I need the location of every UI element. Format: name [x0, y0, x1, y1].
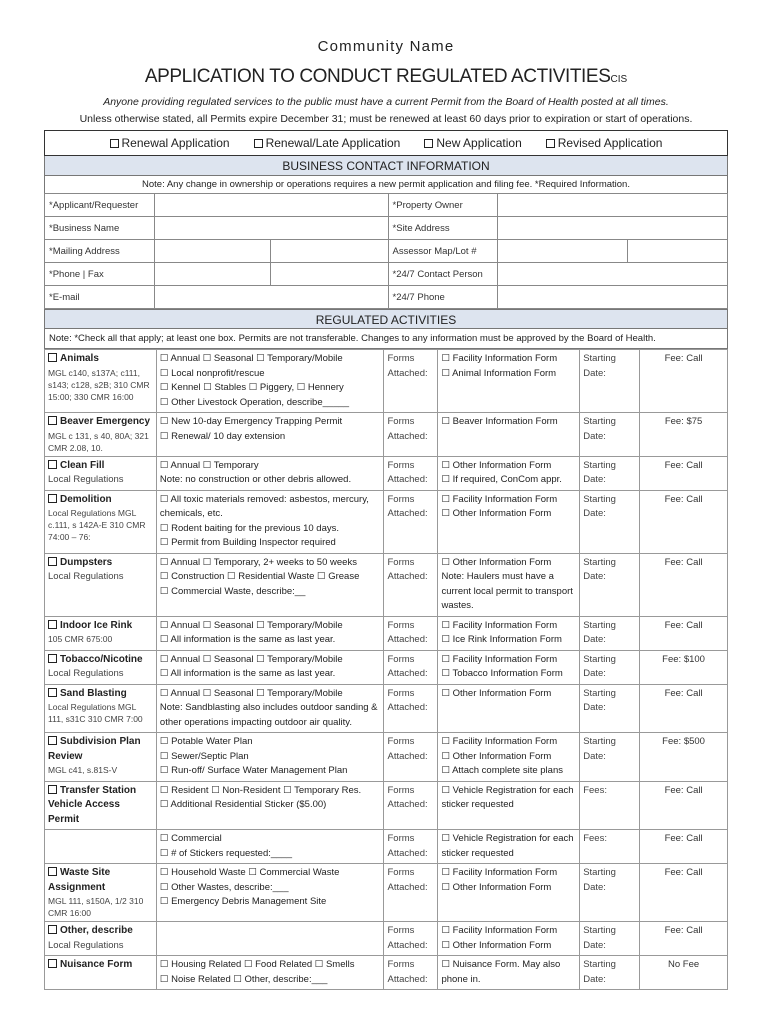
starting-date-field[interactable]: Starting Date: — [580, 733, 640, 782]
attached-forms — [438, 922, 580, 956]
contact-field-label: *E-mail — [45, 286, 155, 309]
requirement-option[interactable]: ☐ Annual ☐ Seasonal ☐ Temporary/Mobile — [159, 353, 343, 364]
activity-requirements — [156, 864, 384, 922]
contact-field-label: *Phone | Fax — [45, 263, 155, 286]
fee-cell: Fee: $500 — [640, 733, 728, 782]
activity-category — [45, 922, 157, 956]
form-option[interactable]: ☐ Other Information Form — [441, 687, 552, 699]
requirement-option[interactable]: ☐ Commercial — [159, 833, 222, 844]
regulated-activities-note: Note: *Check all that apply; at least one box. Permits are not transferable. Changes to any information must be approved by the Board of Health. — [44, 329, 728, 349]
attached-forms — [438, 616, 580, 650]
attached-forms — [438, 830, 580, 864]
form-title-text: APPLICATION TO CONDUCT REGULATED ACTIVITIES — [144, 66, 611, 87]
attached-forms — [438, 650, 580, 684]
requirement-option[interactable]: ☐ All toxic materials removed: asbestos, mercury, chemicals, etc. — [159, 493, 369, 519]
attached-forms — [438, 413, 580, 457]
activity-requirements — [156, 350, 384, 413]
contact-row — [45, 240, 728, 263]
contact-field-input[interactable] — [154, 194, 388, 217]
activity-category — [45, 650, 157, 684]
activity-name[interactable] — [48, 556, 153, 571]
forms-attached-label: Forms Attached: — [384, 922, 438, 956]
checkbox-icon[interactable] — [48, 959, 57, 968]
business-contact-heading: BUSINESS CONTACT INFORMATION — [44, 156, 728, 176]
fee-cell: Fee: Call — [640, 616, 728, 650]
contact-row — [45, 217, 728, 240]
activity-regulation: Local Regulations — [48, 939, 124, 951]
forms-attached-label: Forms Attached: — [384, 684, 438, 733]
requirement-option[interactable]: ☐ Annual ☐ Temporary — [159, 459, 259, 471]
checkbox-icon[interactable] — [254, 139, 263, 148]
form-option[interactable]: ☐ Animal Information Form — [441, 367, 557, 379]
requirement-option[interactable]: ☐ Other Wastes, describe:___ — [159, 881, 289, 893]
checkbox-icon[interactable] — [48, 925, 57, 934]
contact-field-input[interactable] — [498, 240, 628, 263]
forms-attached-label: Forms Attached: — [384, 864, 438, 922]
activity-name[interactable] — [48, 415, 153, 430]
form-option[interactable]: Note: Haulers must have a current local permit to transport wastes. — [441, 571, 573, 611]
activity-row — [45, 350, 728, 413]
contact-field-input[interactable] — [498, 194, 728, 217]
activity-row — [45, 684, 728, 733]
business-contact-table — [44, 193, 728, 309]
activity-regulation: MGL c41, s.81S-V — [48, 765, 118, 775]
forms-attached-label: Forms Attached: — [384, 490, 438, 553]
contact-field-label: Assessor Map/Lot # — [388, 240, 498, 263]
requirement-option[interactable]: ☐ Renewal/ 10 day extension — [159, 430, 286, 442]
attached-forms — [438, 553, 580, 616]
activity-name[interactable] — [48, 459, 153, 474]
form-option[interactable]: ☐ Ice Rink Information Form — [441, 634, 562, 645]
requirement-option[interactable]: ☐ All information is the same as last year. — [159, 668, 336, 679]
requirement-option[interactable]: ☐ New 10-day Emergency Trapping Permit — [159, 416, 343, 427]
attached-forms — [438, 864, 580, 922]
activity-name[interactable] — [48, 619, 153, 634]
requirement-option[interactable]: ☐ Sewer/Septic Plan — [159, 750, 249, 762]
checkbox-icon[interactable] — [48, 557, 57, 566]
requirement-option[interactable]: ☐ All information is the same as last year. — [159, 634, 336, 645]
fee-cell: Fee: Call — [640, 350, 728, 413]
form-option[interactable]: ☐ Other Information Form — [441, 508, 552, 519]
starting-date-field[interactable]: Starting Date: — [580, 684, 640, 733]
checkbox-icon[interactable] — [48, 494, 57, 503]
activity-requirements — [156, 650, 384, 684]
contact-field-label: *Site Address — [388, 217, 498, 240]
contact-field-label: *Property Owner — [388, 194, 498, 217]
activity-name-label: Beaver Emergency — [60, 416, 151, 427]
activity-name-label: Other, describe — [60, 925, 133, 936]
activity-requirements — [156, 553, 384, 616]
form-option[interactable]: ☐ Facility Information Form — [441, 925, 558, 936]
activity-name[interactable] — [48, 784, 153, 828]
application-type-group — [44, 130, 728, 156]
checkbox-icon[interactable] — [48, 416, 57, 425]
contact-row — [45, 263, 728, 286]
activity-row — [45, 733, 728, 782]
fee-cell: No Fee — [640, 956, 728, 990]
fee-cell: Fee: Call — [640, 922, 728, 956]
fee-cell: Fee: Call — [640, 830, 728, 864]
contact-field-input[interactable] — [628, 240, 728, 263]
activity-name-label: Sand Blasting — [60, 687, 127, 699]
activity-row — [45, 864, 728, 922]
activity-regulation: Local Regulations MGL 111, s31C 310 CMR 7:00 — [48, 702, 143, 724]
attached-forms — [438, 456, 580, 490]
activity-name[interactable] — [48, 687, 153, 702]
activity-name-label: Subdivision Plan Review — [48, 736, 141, 762]
renewal-late-application-option[interactable] — [254, 136, 401, 150]
activity-row — [45, 830, 728, 864]
starting-date-field[interactable]: Starting Date: — [580, 650, 640, 684]
requirement-option[interactable]: ☐ Additional Residential Sticker ($5.00) — [159, 799, 327, 810]
forms-attached-label: Forms Attached: — [384, 350, 438, 413]
activity-category — [45, 553, 157, 616]
form-title-sub: CIS — [610, 74, 628, 85]
option-label: Revised Application — [557, 136, 663, 150]
form-option[interactable]: ☐ Tobacco Information Form — [441, 668, 563, 679]
option-label: New Application — [436, 136, 522, 150]
forms-attached-label: Forms Attached: — [384, 413, 438, 457]
activity-row — [45, 650, 728, 684]
requirement-option[interactable]: ☐ Rodent baiting for the previous 10 days. — [159, 522, 340, 534]
checkbox-icon[interactable] — [48, 688, 57, 697]
activity-category — [45, 350, 157, 413]
activity-row — [45, 553, 728, 616]
form-option[interactable]: ☐ Vehicle Registration for each sticker requested — [441, 784, 574, 810]
activity-row — [45, 490, 728, 553]
activity-requirements — [156, 684, 384, 733]
requirement-option[interactable]: ☐ Resident ☐ Non-Resident ☐ Temporary Res. — [159, 784, 362, 796]
fee-cell: Fee: $75 — [640, 413, 728, 457]
requirement-option[interactable]: ☐ Household Waste ☐ Commercial Waste — [159, 867, 340, 878]
activity-category — [45, 490, 157, 553]
contact-field-input[interactable] — [498, 217, 728, 240]
contact-field-label: *Business Name — [45, 217, 155, 240]
option-label: Renewal/Late Application — [265, 136, 401, 150]
activity-regulation: Local Regulations MGL c.111, s 142A-E 310 CMR 74:00 – 76: — [48, 508, 146, 542]
form-option[interactable]: ☐ Facility Information Form — [441, 619, 558, 631]
activity-name-label: Clean Fill — [60, 459, 105, 471]
checkbox-icon[interactable] — [110, 139, 119, 148]
requirement-option[interactable]: ☐ Annual ☐ Temporary, 2+ weeks to 50 weeks — [159, 556, 357, 568]
forms-attached-label: Forms Attached: — [384, 650, 438, 684]
activity-requirements — [156, 456, 384, 490]
form-option[interactable]: ☐ Facility Information Form — [441, 353, 558, 364]
contact-field-label: *Applicant/Requester — [45, 194, 155, 217]
starting-date-field[interactable]: Starting Date: — [580, 456, 640, 490]
activity-category — [45, 684, 157, 733]
activity-requirements — [156, 956, 384, 990]
contact-field-input[interactable] — [154, 263, 270, 286]
starting-date-field[interactable]: Starting Date: — [580, 864, 640, 922]
starting-date-field[interactable]: Starting Date: — [580, 350, 640, 413]
attached-forms — [438, 956, 580, 990]
activity-category — [45, 864, 157, 922]
intro-italic: Anyone providing regulated services to the public must have a current Permit from the Board of Health posted at all times. — [103, 96, 669, 108]
contact-field-input[interactable] — [154, 240, 270, 263]
starting-date-field[interactable]: Starting Date: — [580, 922, 640, 956]
attached-forms — [438, 781, 580, 830]
requirement-option[interactable]: ☐ Run-off/ Surface Water Management Plan — [159, 765, 348, 776]
regulated-activities-table — [44, 349, 728, 990]
contact-field-label: *24/7 Phone — [388, 286, 498, 309]
starting-date-field[interactable]: Fees: — [580, 830, 640, 864]
form-option[interactable]: ☐ Other Information Form — [441, 459, 552, 471]
contact-field-input[interactable] — [498, 263, 728, 286]
form-option[interactable]: ☐ Attach complete site plans — [441, 765, 563, 776]
activity-regulation: MGL c140, s137A; c111, s143; c128, s2B; 310 CMR 15:00; 330 CMR 16:00 — [48, 367, 150, 402]
renewal-application-option[interactable] — [110, 136, 230, 150]
activity-category — [45, 781, 157, 830]
attached-forms — [438, 733, 580, 782]
checkbox-icon[interactable] — [48, 460, 57, 469]
activity-regulation: Local Regulations — [48, 474, 124, 485]
form-option[interactable]: ☐ Other Information Form — [441, 939, 552, 951]
requirement-option[interactable]: ☐ Permit from Building Inspector required — [159, 537, 336, 548]
contact-row — [45, 194, 728, 217]
form-option[interactable]: ☐ Nuisance Form. May also phone in. — [441, 959, 561, 985]
requirement-option[interactable]: ☐ Annual ☐ Seasonal ☐ Temporary/Mobile — [159, 687, 343, 699]
requirement-option[interactable]: ☐ Construction ☐ Residential Waste ☐ Grease — [159, 571, 360, 582]
activity-row — [45, 922, 728, 956]
forms-attached-label: Forms Attached: — [384, 830, 438, 864]
regulated-activities-heading: REGULATED ACTIVITIES — [44, 309, 728, 329]
requirement-option[interactable]: ☐ Noise Related ☐ Other, describe:___ — [159, 973, 328, 985]
requirement-option[interactable]: Note: Sandblasting also includes outdoor sanding & other operations impacting outdoor air quality. — [159, 702, 378, 728]
requirement-option[interactable]: ☐ Housing Related ☐ Food Related ☐ Smells — [159, 959, 355, 970]
requirement-option[interactable]: ☐ Potable Water Plan — [159, 736, 253, 747]
activity-regulation: 105 CMR 675:00 — [48, 634, 113, 644]
activity-name-label: Waste Site Assignment — [48, 867, 111, 893]
fee-cell: Fee: Call — [640, 684, 728, 733]
starting-date-field[interactable]: Starting Date: — [580, 553, 640, 616]
form-option[interactable]: ☐ Facility Information Form — [441, 867, 558, 878]
activity-name-label: Transfer Station Vehicle Access Permit — [48, 784, 137, 825]
contact-field-input[interactable] — [270, 263, 388, 286]
requirement-option[interactable]: ☐ Other Livestock Operation, describe_____ — [159, 396, 350, 408]
requirement-option[interactable]: ☐ Kennel ☐ Stables ☐ Piggery, ☐ Hennery — [159, 382, 344, 393]
activity-name[interactable] — [48, 924, 153, 939]
activity-requirements — [156, 733, 384, 782]
activity-category — [45, 830, 157, 864]
activity-requirements — [156, 616, 384, 650]
activity-requirements — [156, 781, 384, 830]
fee-cell: Fee: Call — [640, 456, 728, 490]
form-option[interactable]: ☐ Facility Information Form — [441, 493, 558, 505]
revised-application-option[interactable] — [546, 136, 663, 150]
fee-cell: Fee: Call — [640, 781, 728, 830]
form-option[interactable]: ☐ If required, ConCom appr. — [441, 474, 562, 485]
contact-field-input[interactable] — [154, 286, 388, 309]
checkbox-icon[interactable] — [48, 620, 57, 629]
checkbox-icon[interactable] — [546, 139, 555, 148]
activity-name-label: Nuisance Form — [60, 959, 133, 970]
activity-category — [45, 456, 157, 490]
activity-row — [45, 413, 728, 457]
activity-name-label: Dumpsters — [60, 556, 113, 568]
form-option[interactable]: ☐ Other Information Form — [441, 881, 552, 893]
contact-field-label: *Mailing Address — [45, 240, 155, 263]
application-form — [44, 34, 728, 990]
activity-name[interactable] — [48, 735, 153, 764]
activity-row — [45, 781, 728, 830]
option-label: Renewal Application — [121, 136, 230, 150]
form-title — [44, 66, 728, 92]
form-option[interactable]: ☐ Facility Information Form — [441, 653, 558, 665]
attached-forms — [438, 684, 580, 733]
activity-requirements — [156, 413, 384, 457]
contact-field-input[interactable] — [498, 286, 728, 309]
forms-attached-label: Forms Attached: — [384, 781, 438, 830]
activity-name[interactable] — [48, 866, 153, 895]
activity-regulation: MGL c 131, s 40, 80A; 321 CMR 2.08, 10. — [48, 430, 149, 453]
activity-category — [45, 413, 157, 457]
forms-attached-label: Forms Attached: — [384, 733, 438, 782]
intro-plain: Unless otherwise stated, all Permits expire December 31; must be renewed at least 60 days prior to expiration or start of operations. — [79, 113, 693, 125]
fee-cell: Fee: $100 — [640, 650, 728, 684]
fee-cell: Fee: Call — [640, 553, 728, 616]
requirement-option[interactable]: ☐ Emergency Debris Management Site — [159, 896, 327, 907]
activity-name[interactable] — [48, 653, 153, 668]
starting-date-field[interactable]: Starting Date: — [580, 413, 640, 457]
activity-name[interactable] — [48, 352, 153, 367]
starting-date-field[interactable]: Starting Date: — [580, 956, 640, 990]
forms-attached-label: Forms Attached: — [384, 956, 438, 990]
activity-row — [45, 456, 728, 490]
starting-date-field[interactable]: Fees: — [580, 781, 640, 830]
form-option[interactable]: ☐ Other Information Form — [441, 556, 552, 568]
requirement-option[interactable]: ☐ Annual ☐ Seasonal ☐ Temporary/Mobile — [159, 653, 343, 665]
forms-attached-label: Forms Attached: — [384, 553, 438, 616]
form-option[interactable]: ☐ Beaver Information Form — [441, 416, 558, 427]
activity-requirements — [156, 922, 384, 956]
fee-cell: Fee: Call — [640, 864, 728, 922]
activity-name-label: Indoor Ice Rink — [60, 619, 133, 631]
community-name: Community Name — [317, 38, 455, 55]
activity-requirements — [156, 490, 384, 553]
starting-date-field[interactable]: Starting Date: — [580, 616, 640, 650]
activity-regulation: MGL 111, s150A, 1/2 310 CMR 16:00 — [48, 896, 144, 918]
attached-forms — [438, 350, 580, 413]
activity-row — [45, 616, 728, 650]
requirement-option[interactable]: ☐ # of Stickers requested:____ — [159, 847, 293, 859]
activity-requirements — [156, 830, 384, 864]
attached-forms — [438, 490, 580, 553]
starting-date-field[interactable]: Starting Date: — [580, 490, 640, 553]
requirement-option[interactable]: ☐ Commercial Waste, describe:__ — [159, 585, 306, 597]
activity-name-label: Animals — [60, 353, 99, 364]
contact-field-label: *24/7 Contact Person — [388, 263, 498, 286]
activity-regulation: Local Regulations — [48, 668, 124, 679]
activity-category — [45, 733, 157, 782]
activity-row — [45, 956, 728, 990]
requirement-option[interactable]: Note: no construction or other debris allowed. — [159, 474, 352, 485]
forms-attached-label: Forms Attached: — [384, 456, 438, 490]
contact-field-input[interactable] — [154, 217, 388, 240]
requirement-option[interactable]: ☐ Annual ☐ Seasonal ☐ Temporary/Mobile — [159, 619, 343, 631]
activity-category — [45, 616, 157, 650]
activity-category — [45, 956, 157, 990]
contact-field-input[interactable] — [270, 240, 388, 263]
fee-cell: Fee: Call — [640, 490, 728, 553]
activity-name[interactable] — [48, 958, 153, 973]
checkbox-icon[interactable] — [48, 654, 57, 663]
activity-name-label: Demolition — [60, 493, 112, 505]
activity-name[interactable] — [48, 493, 153, 508]
checkbox-icon[interactable] — [48, 736, 57, 745]
contact-row — [45, 286, 728, 309]
form-option[interactable]: ☐ Other Information Form — [441, 750, 552, 762]
new-application-option[interactable] — [424, 136, 521, 150]
checkbox-icon[interactable] — [48, 785, 57, 794]
activity-name-label: Tobacco/Nicotine — [60, 653, 143, 665]
requirement-option[interactable]: ☐ Local nonprofit/rescue — [159, 367, 265, 379]
form-option[interactable]: ☐ Vehicle Registration for each sticker requested — [441, 833, 574, 859]
activity-regulation: Local Regulations — [48, 571, 124, 582]
form-option[interactable]: ☐ Facility Information Form — [441, 736, 558, 747]
business-contact-note: Note: Any change in ownership or operations requires a new permit application and filing fee. *Required Information. — [44, 176, 728, 193]
checkbox-icon[interactable] — [48, 353, 57, 362]
checkbox-icon[interactable] — [424, 139, 433, 148]
forms-attached-label: Forms Attached: — [384, 616, 438, 650]
checkbox-icon[interactable] — [48, 867, 57, 876]
